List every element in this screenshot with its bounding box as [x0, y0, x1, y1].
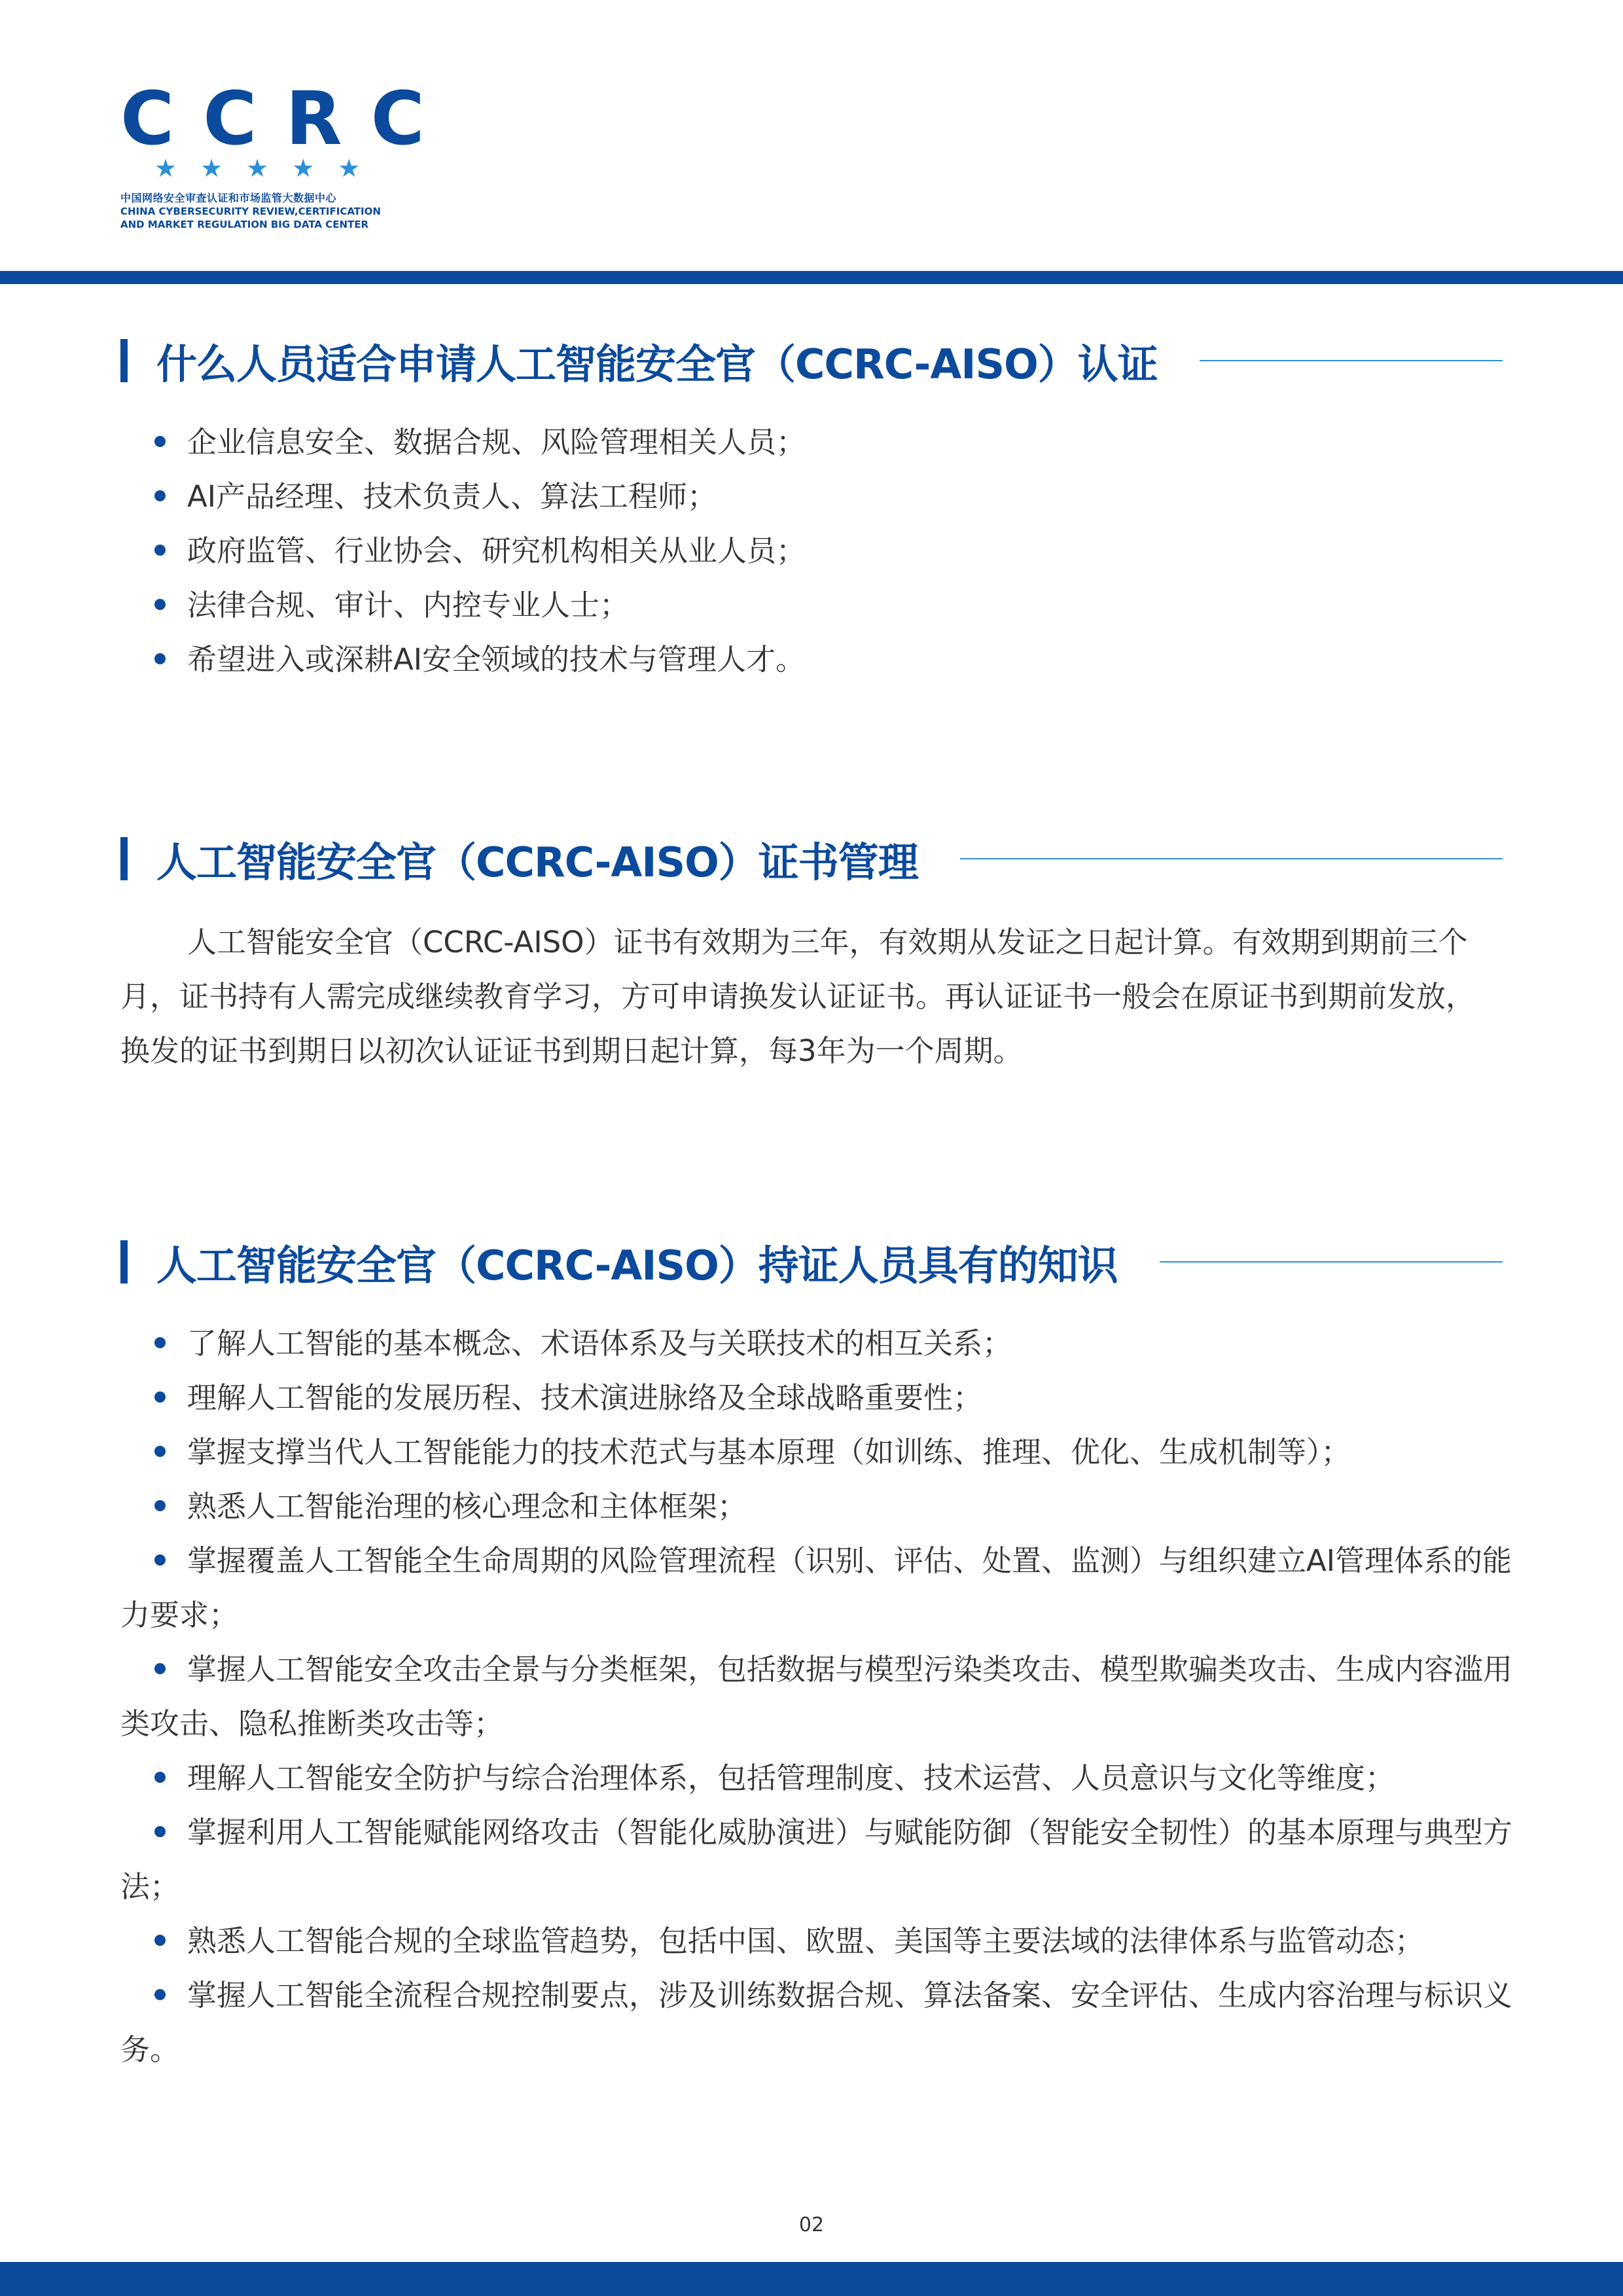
bullet-icon — [154, 1663, 166, 1674]
list-item: 理解人工智能安全防护与综合治理体系，包括管理制度、技术运营、人员意识与文化等维度； — [120, 1751, 1527, 1805]
section-heading-eligibility — [120, 334, 1503, 387]
bullet-icon — [154, 653, 166, 664]
heading-accent-bar — [120, 837, 128, 880]
bullet-icon — [154, 490, 166, 501]
list-item: 希望进入或深耕AI安全领域的技术与管理人才。 — [120, 632, 1527, 687]
bullet-icon — [154, 1989, 166, 2000]
section-title: 人工智能安全官（CCRC-AISO）证书管理 — [156, 838, 918, 886]
list-item: 了解人工智能的基本概念、术语体系及与关联技术的相互关系； — [120, 1316, 1527, 1371]
list-item: 理解人工智能的发展历程、技术演进脉络及全球战略重要性； — [120, 1371, 1527, 1425]
ccrc-logo — [120, 77, 454, 231]
list-item: 掌握覆盖人工智能全生命周期的风险管理流程（识别、评估、处置、监测）与组织建立AI管理体系的能力要求； — [120, 1543, 1512, 1632]
bullet-icon — [154, 436, 166, 447]
heading-accent-bar — [120, 339, 128, 382]
bullet-icon — [154, 1772, 166, 1783]
heading-rule-line — [1160, 1261, 1503, 1263]
bullet-icon — [154, 1826, 166, 1837]
footer-bar — [0, 2262, 1623, 2296]
bullet-icon — [154, 1935, 166, 1946]
list-item: 熟悉人工智能合规的全球监管趋势，包括中国、欧盟、美国等主要法域的法律体系与监管动态； — [120, 1914, 1527, 1968]
list-item: 掌握人工智能安全攻击全景与分类框架，包括数据与模型污染类攻击、模型欺骗类攻击、生成内容滥用类攻击、隐私推断类攻击等； — [120, 1652, 1513, 1741]
list-item: 熟悉人工智能治理的核心理念和主体框架； — [120, 1479, 1527, 1534]
knowledge-list — [120, 1316, 1527, 2077]
bullet-icon — [154, 1337, 166, 1348]
bullet-icon — [154, 1554, 166, 1566]
bullet-icon — [154, 1391, 166, 1403]
list-item: 掌握利用人工智能赋能网络攻击（智能化威胁演进）与赋能防御（智能安全韧性）的基本原理与典型方法； — [120, 1815, 1513, 1904]
list-item: AI产品经理、技术负责人、算法工程师； — [120, 469, 1527, 524]
list-item: 掌握支撑当代人工智能能力的技术范式与基本原理（如训练、推理、优化、生成机制等）； — [120, 1425, 1527, 1479]
heading-accent-bar — [120, 1240, 128, 1283]
logo-chinese-name: 中国网络安全审查认证和市场监管大数据中心 — [120, 192, 337, 204]
section-title: 什么人员适合申请人工智能安全官（CCRC-AISO）认证 — [156, 340, 1158, 388]
logo-stars-icon: ★★★★★ — [154, 154, 384, 183]
section-title: 人工智能安全官（CCRC-AISO）持证人员具有的知识 — [156, 1241, 1118, 1289]
list-item: 政府监管、行业协会、研究机构相关从业人员； — [120, 524, 1527, 578]
eligibility-list — [120, 415, 1527, 687]
logo-english-name-line1: CHINA CYBERSECURITY REVIEW,CERTIFICATION — [120, 206, 381, 217]
list-item: 法律合规、审计、内控专业人士； — [120, 578, 1527, 632]
bullet-icon — [154, 1500, 166, 1511]
logo-english-name-line2: AND MARKET REGULATION BIG DATA CENTER — [120, 219, 369, 230]
heading-rule-line — [960, 858, 1503, 859]
heading-rule-line — [1200, 360, 1503, 361]
bullet-icon — [154, 1446, 166, 1457]
bullet-icon — [154, 599, 166, 610]
list-item: 企业信息安全、数据合规、风险管理相关人员； — [120, 415, 1527, 469]
logo-letters: CCRC — [120, 77, 454, 162]
bullet-icon — [154, 545, 166, 556]
list-item: 掌握人工智能全流程合规控制要点，涉及训练数据合规、算法备案、安全评估、生成内容治理与标识义务。 — [120, 1978, 1513, 2067]
section-heading-certificate-management — [120, 833, 1503, 885]
header-divider-bar — [0, 271, 1623, 284]
certificate-management-paragraph: 人工智能安全官（CCRC-AISO）证书有效期为三年，有效期从发证之日起计算。有效期到期前三个月，证书持有人需完成继续教育学习，方可申请换发认证证书。再认证证书一般会在原证书到期前发放，换发的证书到期日以初次认证证书到期日起计算，每3年为一个周期。 — [120, 925, 1476, 1068]
section-heading-knowledge — [120, 1236, 1503, 1288]
page-number: 02 — [798, 2214, 825, 2236]
